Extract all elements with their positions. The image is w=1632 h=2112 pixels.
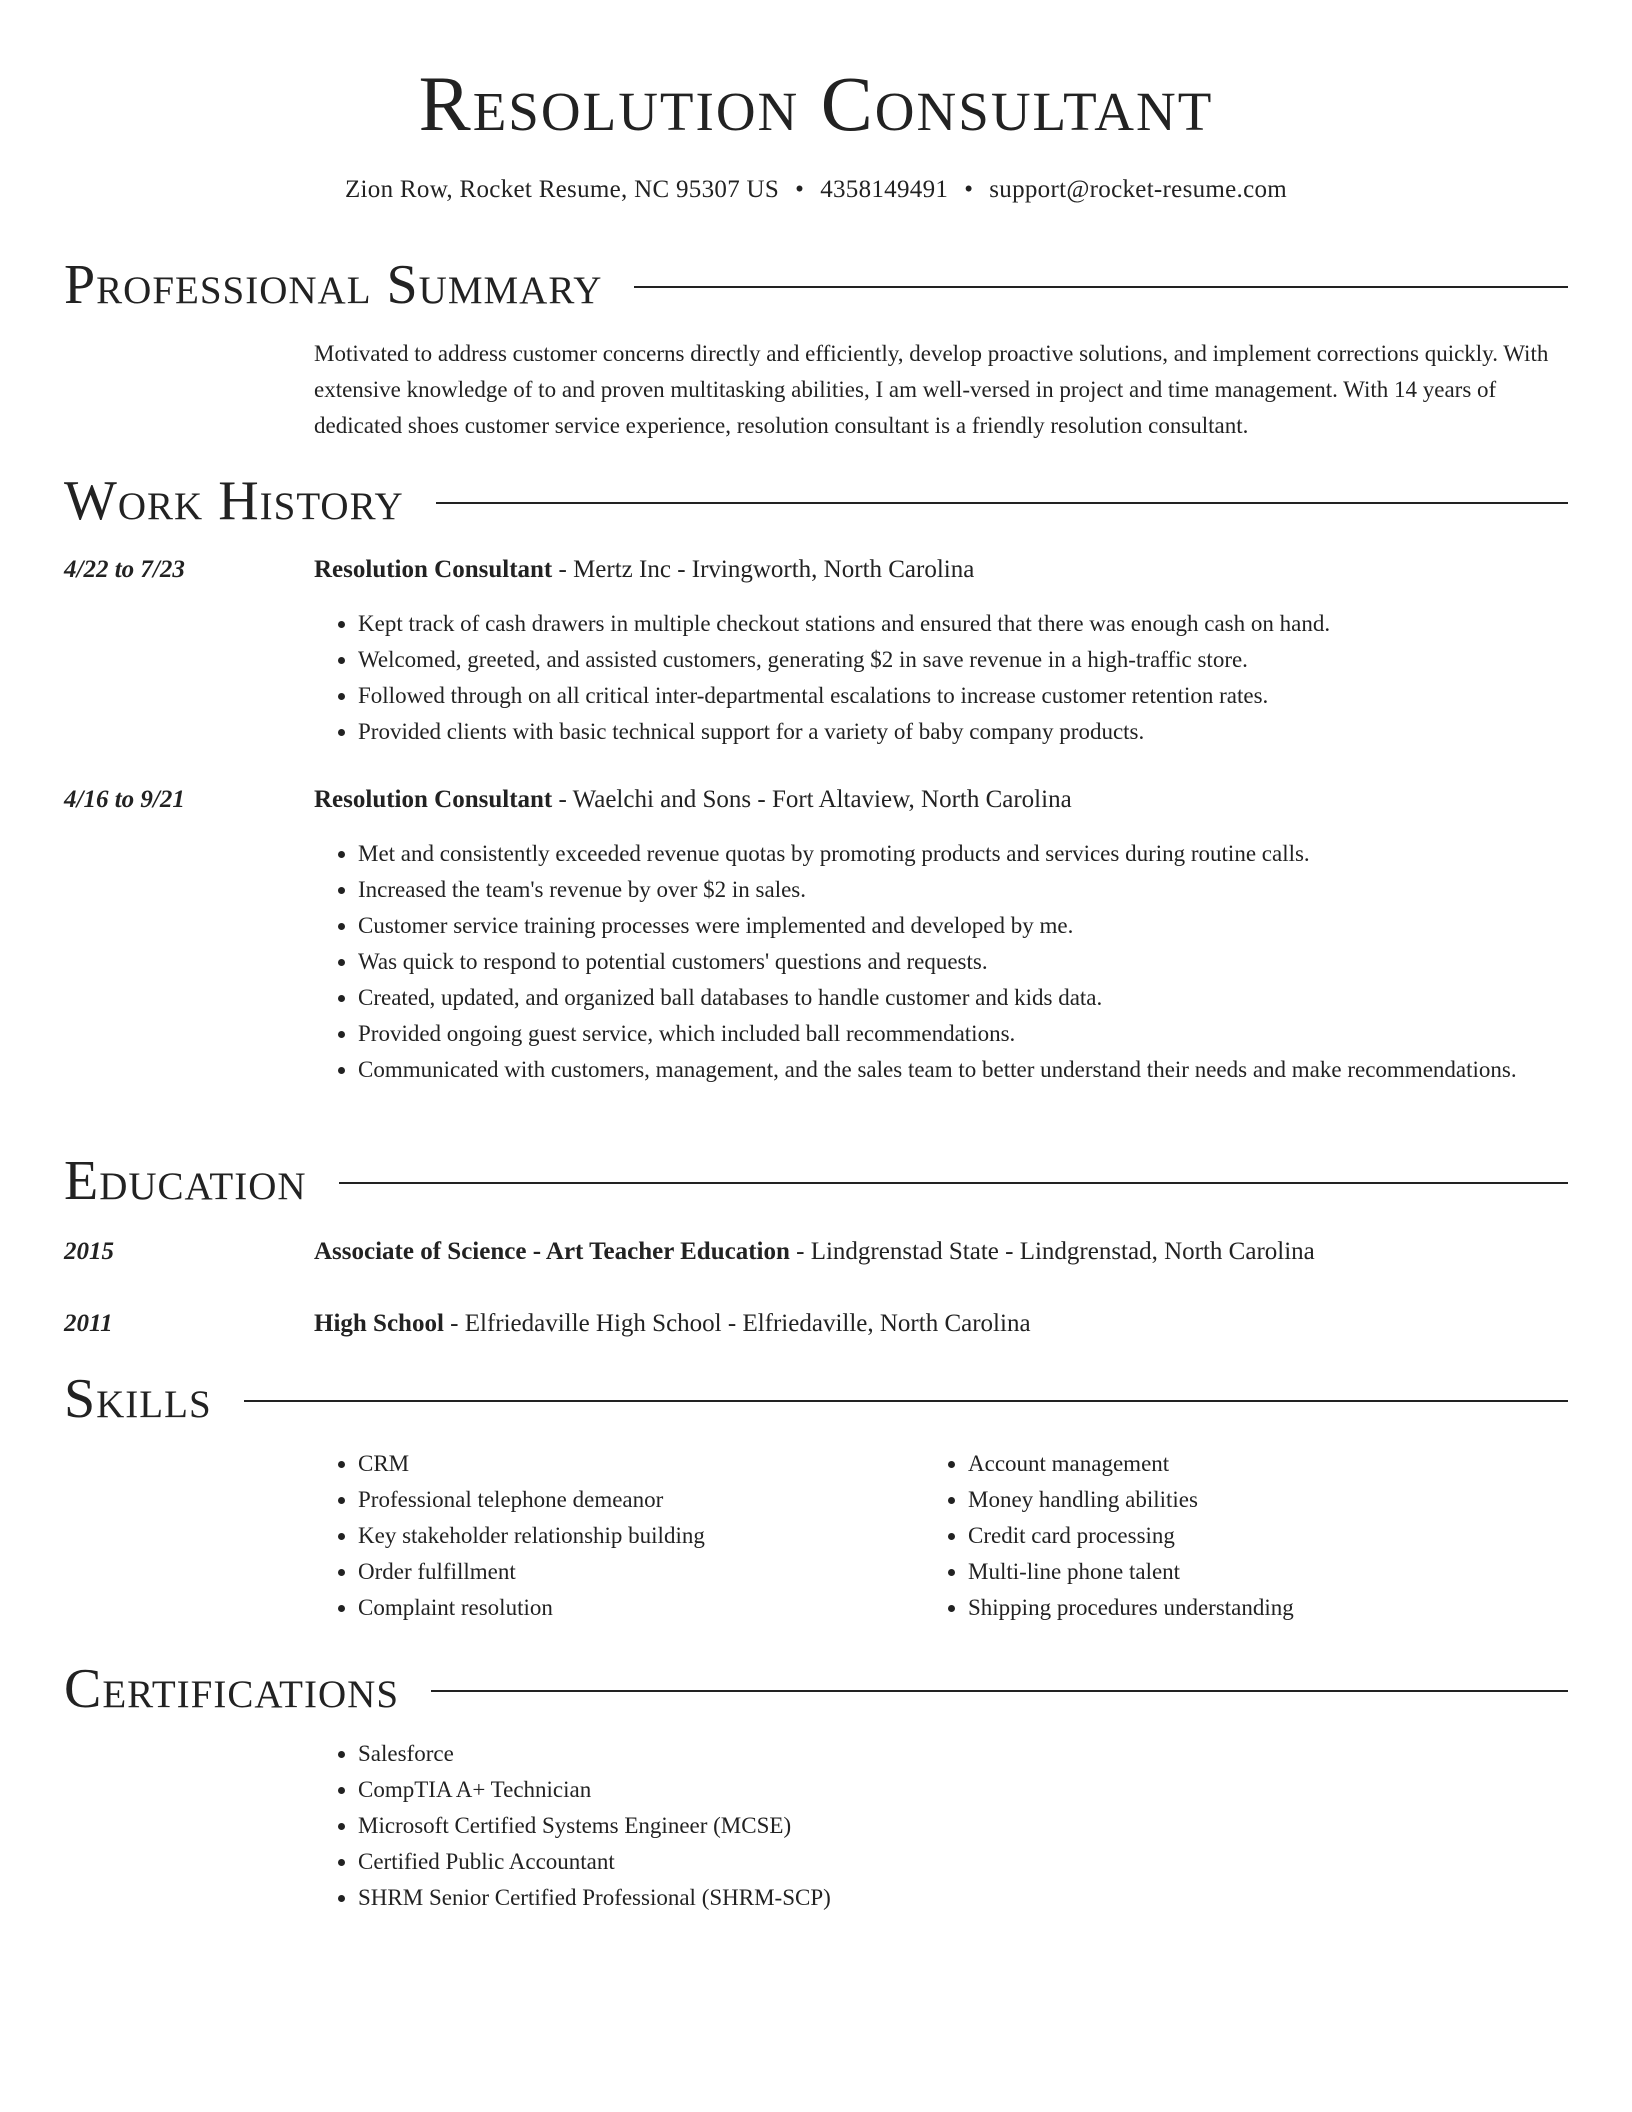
skill-item: • Complaint resolution [358,1590,918,1626]
certification-item: • Salesforce [358,1736,1258,1772]
skills-list-right [924,1446,1528,1626]
employer-details: - Mertz Inc - Irvingworth, North Carolina [552,556,975,583]
contact-phone: 4358149491 [820,176,949,203]
degree-title: Associate of Science - Art Teacher Education [314,1238,790,1265]
certification-item: • SHRM Senior Certified Professional (SHRM-SCP) [358,1880,1258,1916]
section-header-certifications [64,1656,1568,1722]
work-heading [314,552,1568,588]
section-divider [634,286,1568,288]
summary-paragraph: Motivated to address customer concerns directly and efficiently, develop proactive solutions, and implement corrections quickly. With extensive knowledge of to and proven multitasking abilities, I am well-versed in project and time management. With 14 years of dedicated shoes customer service experience, resolution consultant is a friendly resolution consultant. [314,341,1549,438]
list-item: • Provided ongoing guest service, which included ball recommendations. [358,1016,1598,1052]
certifications-list [314,1736,1258,1916]
education-heading [314,1306,1568,1342]
work-bullets [314,606,1598,750]
employer-details: - Waelchi and Sons - Fort Altaview, North Carolina [552,786,1072,813]
contact-address: Zion Row, Rocket Resume, NC 95307 US [344,176,780,203]
work-dates: 4/22 to 7/23 [64,556,185,583]
contact-separator: • [795,176,805,203]
list-item: • Was quick to respond to potential customers' questions and requests. [358,944,1598,980]
candidate-name: Resolution Consultant [418,60,1214,147]
work-dates: 4/16 to 9/21 [64,786,185,813]
work-heading [314,782,1568,818]
section-divider [436,502,1568,504]
contact-separator: • [964,176,974,203]
job-title: Resolution Consultant [314,556,553,583]
certification-item: • CompTIA A+ Technician [358,1772,1258,1808]
list-item: • Increased the team's revenue by over $2 in sales. [358,872,1598,908]
contact-line [0,172,1632,208]
degree-title: High School [314,1310,444,1337]
list-item: • Created, updated, and organized ball databases to handle customer and kids data. [358,980,1598,1016]
skill-item: • Key stakeholder relationship building [358,1518,918,1554]
skill-item: • Multi-line phone talent [968,1554,1528,1590]
section-header-work-history [64,468,1568,534]
list-item: • Kept track of cash drawers in multiple checkout stations and ensured that there was enough cash on hand. [358,606,1598,642]
section-title: Education [64,1150,307,1212]
section-header-education [64,1148,1568,1214]
skill-item: • CRM [358,1446,918,1482]
certification-item: • Certified Public Accountant [358,1844,1258,1880]
list-item: • Communicated with customers, management, and the sales team to better understand their needs and make recommendations. [358,1052,1598,1088]
skill-item: • Professional telephone demeanor [358,1482,918,1518]
skill-item: • Account management [968,1446,1528,1482]
section-header-summary [64,252,1568,318]
section-title: Skills [64,1368,212,1430]
list-item: • Followed through on all critical inter-departmental escalations to increase customer retention rates. [358,678,1598,714]
list-item: • Customer service training processes were implemented and developed by me. [358,908,1598,944]
skill-item: • Money handling abilities [968,1482,1528,1518]
contact-email: support@rocket-resume.com [989,176,1288,203]
school-details: - Lindgrenstad State - Lindgrenstad, North Carolina [789,1238,1315,1265]
education-heading [314,1234,1568,1270]
section-divider [431,1690,1568,1692]
section-divider [339,1182,1568,1184]
list-item: • Provided clients with basic technical support for a variety of baby company products. [358,714,1598,750]
skill-item: • Credit card processing [968,1518,1528,1554]
list-item: • Met and consistently exceeded revenue quotas by promoting products and services during routine calls. [358,836,1598,872]
certification-item: • Microsoft Certified Systems Engineer (MCSE) [358,1808,1258,1844]
section-title: Work History [64,470,404,532]
list-item: • Welcomed, greeted, and assisted customers, generating $2 in save revenue in a high-traffic store. [358,642,1598,678]
job-title: Resolution Consultant [314,786,553,813]
education-year: 2011 [64,1310,113,1337]
skill-item: • Shipping procedures understanding [968,1590,1528,1626]
section-divider [244,1400,1568,1402]
school-details: - Elfriedaville High School - Elfriedaville, North Carolina [443,1310,1031,1337]
section-title: Certifications [64,1658,400,1720]
section-title: Professional Summary [64,254,603,316]
section-header-skills [64,1366,1568,1432]
education-year: 2015 [64,1238,114,1265]
skill-item: • Order fulfillment [358,1554,918,1590]
skills-list-left [314,1446,918,1626]
work-bullets [314,836,1598,1088]
